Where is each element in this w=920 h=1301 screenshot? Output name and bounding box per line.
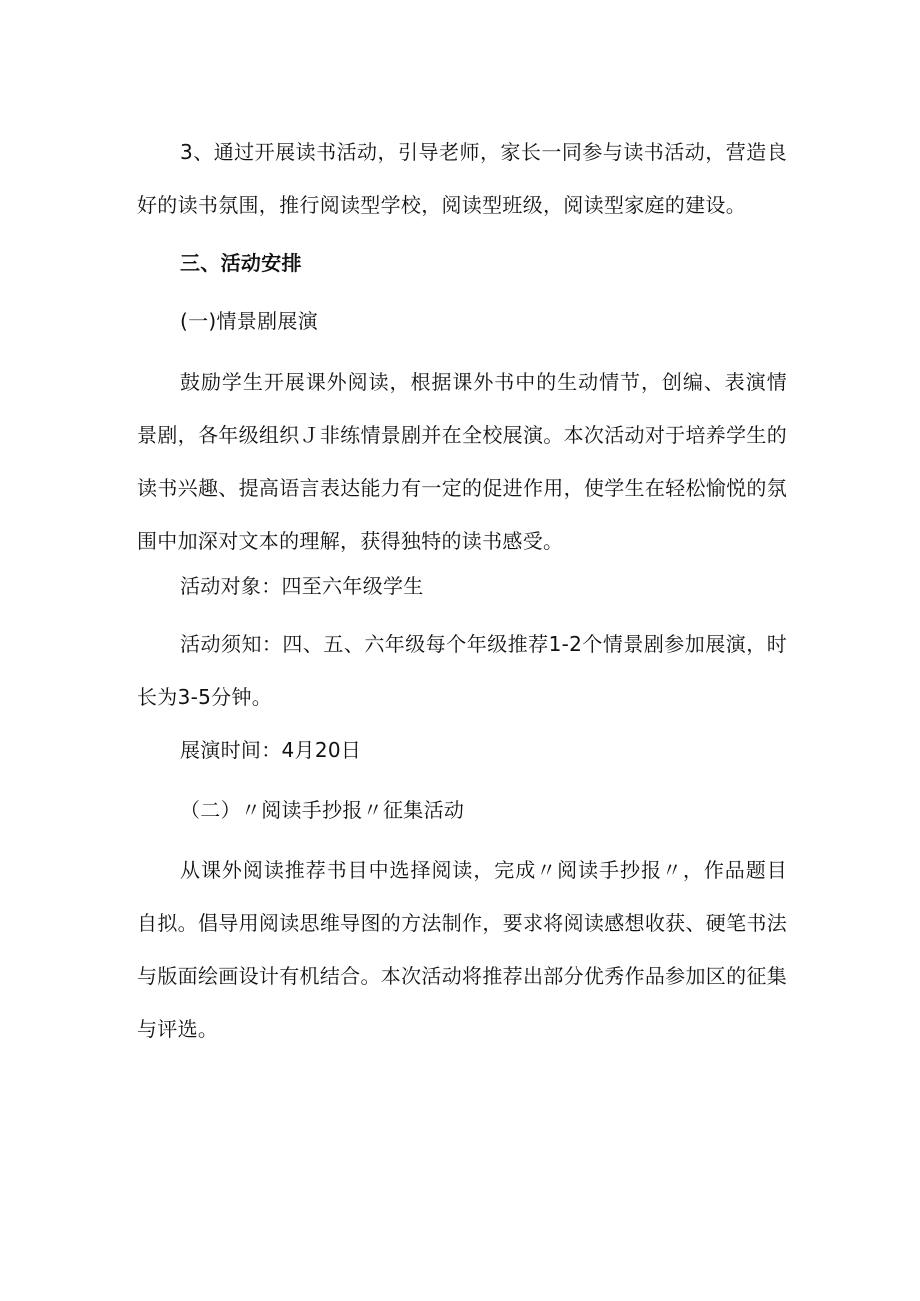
activity-target-line: 活动对象：四至六年级学生 <box>180 574 424 598</box>
subheading-skit-performance: (一)情景剧展演 <box>180 309 319 333</box>
subheading-reading-poster-collection: （二）〃阅读手抄报〃征集活动 <box>180 798 465 822</box>
performance-date-line: 展演时间：4月20日 <box>180 738 362 762</box>
paragraph-goal-3: 3、通过开展读书活动，引导老师，家长一同参与读书活动，营造良好的读书氛围，推行阅读型学校，阅读型班级，阅读型家庭的建设。 <box>137 140 787 217</box>
activity-notice-paragraph: 活动须知：四、五、六年级每个年级推荐1-2个情景剧参加展演，时长为3-5分钟。 <box>137 632 787 709</box>
section-heading-activity-arrangement: 三、活动安排 <box>180 251 302 275</box>
paragraph-reading-poster-description: 从课外阅读推荐书目中选择阅读，完成〃阅读手抄报〃，作品题目自拟。倡导用阅读思维导图的方法制作，要求将阅读感想收获、硬笔书法与版面绘画设计有机结合。本次活动将推荐出部分优秀作品参加区的征集与评选。 <box>137 858 787 1041</box>
paragraph-skit-description: 鼓励学生开展课外阅读，根据课外书中的生动情节，创编、表演情景剧，各年级组织Ｊ非练情景剧并在全校展演。本次活动对于培养学生的读书兴趣、提高语言表达能力有一定的促进作用，使学生在轻松愉悦的氛围中加深对文本的理解，获得独特的读书感受。 <box>137 370 787 553</box>
